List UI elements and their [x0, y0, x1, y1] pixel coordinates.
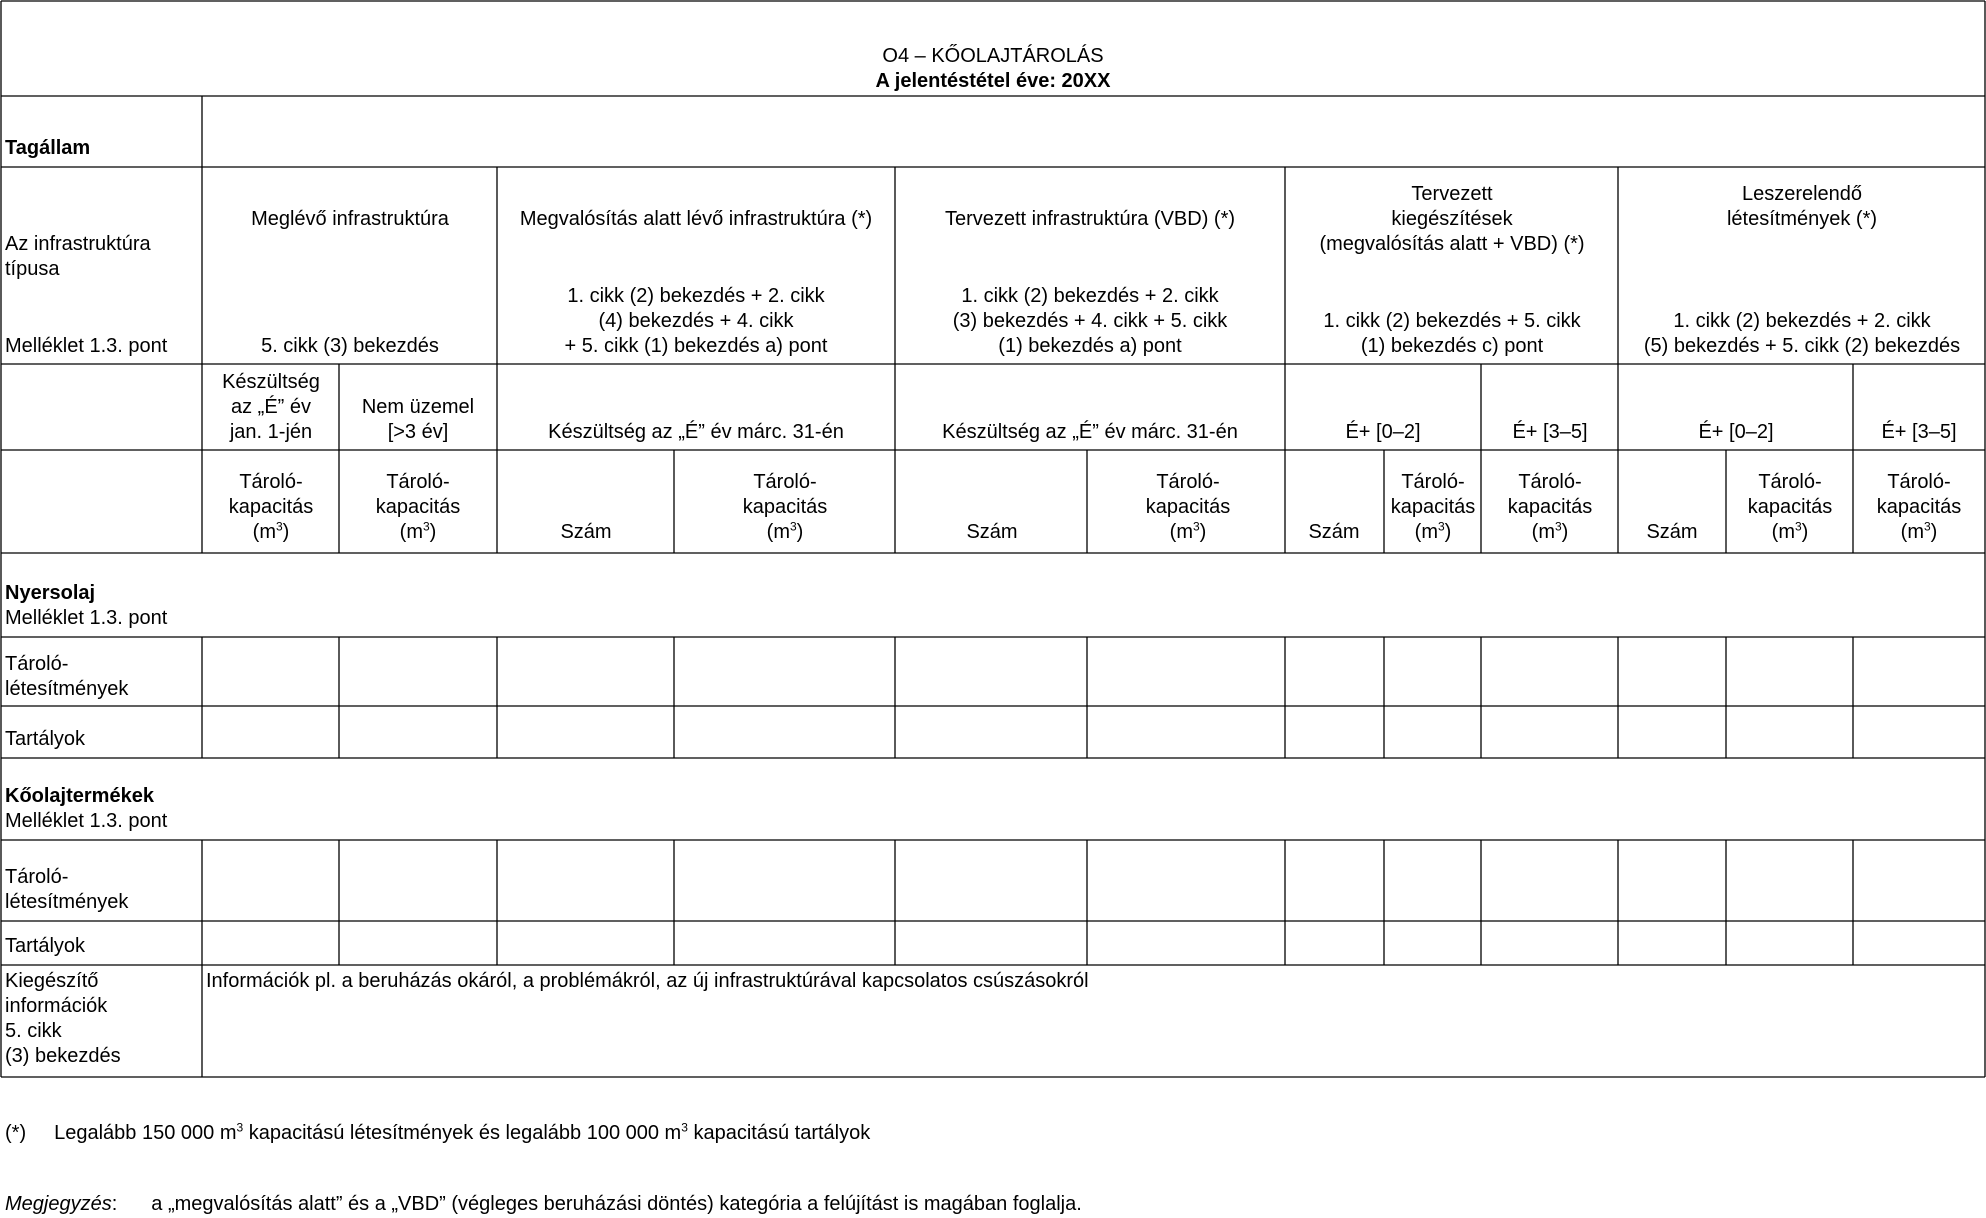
capacity-unit-sup: 3	[1192, 519, 1200, 534]
capacity-unit-sup: 3	[1794, 519, 1802, 534]
crude-tanks-label: Tartályok	[5, 728, 86, 750]
under-construction-heading: Megvalósítás alatt lévő infrastruktúra (*)	[519, 208, 873, 230]
footnote-sup-1: 3	[236, 1120, 244, 1135]
col-construction-capacity	[743, 470, 828, 545]
under-construction-ref: 1. cikk (2) bekezdés + 2. cikk (4) bekezdés + 4. cikk + 5. cikk (1) bekezdés a) pont	[564, 285, 828, 357]
col-additions-0-2-number: Szám	[1308, 521, 1360, 543]
products-storage-facilities-label: Tároló- létesítmények	[5, 866, 129, 913]
existing-infra-heading: Meglévő infrastruktúra	[251, 208, 449, 230]
capacity-header-end: )	[1199, 521, 1207, 543]
col-decommission-0-2-capacity	[1748, 470, 1833, 545]
col-existing-idle-capacity	[376, 470, 461, 545]
decommission-ref: 1. cikk (2) bekezdés + 2. cikk (5) bekezdés + 5. cikk (2) bekezdés	[1643, 310, 1961, 357]
decommission-heading: Leszerelendő létesítmények (*)	[1726, 183, 1878, 230]
col-existing-ready-capacity	[229, 470, 314, 545]
capacity-header-text: Tároló- kapacitás (m	[375, 471, 461, 543]
existing-infra-ref: 5. cikk (3) bekezdés	[261, 335, 439, 357]
capacity-unit-sup: 3	[789, 519, 797, 534]
readiness-jan-subhead: Készültség az „É” év jan. 1-jén	[222, 371, 320, 443]
note	[5, 1192, 1082, 1217]
capacity-header-text: Tároló- kapacitás (m	[742, 471, 828, 543]
capacity-unit-sup: 3	[1437, 519, 1445, 534]
capacity-header-end: )	[429, 521, 437, 543]
col-additions-0-2-capacity	[1391, 470, 1476, 545]
products-tanks-label: Tartályok	[5, 935, 86, 957]
capacity-header-end: )	[1801, 521, 1809, 543]
capacity-unit-sup: 3	[1554, 519, 1562, 534]
footnote	[5, 1121, 870, 1146]
form-title: O4 – KŐOLAJTÁROLÁS	[882, 45, 1104, 67]
capacity-header-text: Tároló- kapacitás (m	[1747, 471, 1833, 543]
e-0-2-subhead-decommission: É+ [0–2]	[1698, 421, 1774, 443]
crude-oil-annex: Melléklet 1.3. pont	[5, 607, 168, 629]
capacity-unit-sup: 3	[1923, 519, 1931, 534]
e-0-2-subhead-additions: É+ [0–2]	[1345, 421, 1421, 443]
capacity-header-end: )	[796, 521, 804, 543]
infra-type-label: Az infrastruktúra típusa	[5, 233, 151, 280]
footnote-marker: (*)	[5, 1122, 27, 1144]
capacity-header-text: Tároló- kapacitás (m	[228, 471, 314, 543]
footnote-text-2: kapacitású létesítmények és legalább 100 000 m	[243, 1122, 682, 1144]
capacity-header-text: Tároló- kapacitás (m	[1390, 471, 1476, 543]
planned-infra-ref: 1. cikk (2) bekezdés + 2. cikk (3) bekezdés + 4. cikk + 5. cikk (1) bekezdés a) pont	[952, 285, 1228, 357]
footnote-text-3: kapacitású tartályok	[687, 1122, 871, 1144]
col-decommission-0-2-number: Szám	[1646, 521, 1698, 543]
col-construction-number: Szám	[560, 521, 612, 543]
note-label: Megjegyzés	[5, 1193, 112, 1215]
readiness-mar-subhead-planned: Készültség az „É” év márc. 31-én	[942, 421, 1238, 443]
oil-products-annex: Melléklet 1.3. pont	[5, 810, 168, 832]
oil-products-title: Kőolajtermékek	[5, 785, 154, 807]
capacity-header-end: )	[1561, 521, 1569, 543]
crude-oil-title: Nyersolaj	[5, 582, 96, 604]
capacity-header-text: Tároló- kapacitás (m	[1876, 471, 1962, 543]
readiness-mar-subhead: Készültség az „É” év márc. 31-én	[548, 421, 844, 443]
planned-additions-ref: 1. cikk (2) bekezdés + 5. cikk (1) bekezdés c) pont	[1323, 310, 1581, 357]
planned-infra-heading: Tervezett infrastruktúra (VBD) (*)	[944, 208, 1236, 230]
note-text: a „megvalósítás alatt” és a „VBD” (végleges beruházási döntés) kategória a felújítást is magában foglalja.	[151, 1193, 1082, 1215]
capacity-header-end: )	[1444, 521, 1452, 543]
member-state-label: Tagállam	[5, 137, 91, 159]
col-decommission-3-5-capacity	[1877, 470, 1962, 545]
footnote-sup-2: 3	[681, 1120, 688, 1135]
e-3-5-subhead-decommission: É+ [3–5]	[1881, 421, 1957, 443]
infra-annex-label: Melléklet 1.3. pont	[5, 335, 168, 357]
reporting-year: A jelentéstétel éve: 20XX	[875, 70, 1111, 92]
capacity-header-end: )	[282, 521, 290, 543]
col-planned-capacity	[1146, 470, 1231, 545]
capacity-header-text: Tároló- kapacitás (m	[1507, 471, 1593, 543]
capacity-unit-sup: 3	[275, 519, 283, 534]
note-colon: :	[111, 1193, 118, 1215]
supplementary-text: Információk pl. a beruházás okáról, a problémákról, az új infrastruktúrával kapcsolatos csúszásokról	[206, 970, 1089, 992]
capacity-header-end: )	[1930, 521, 1938, 543]
footnote-text-1: Legalább 150 000 m	[54, 1122, 237, 1144]
e-3-5-subhead-additions: É+ [3–5]	[1512, 421, 1588, 443]
capacity-unit-sup: 3	[422, 519, 430, 534]
crude-storage-facilities-label: Tároló- létesítmények	[5, 653, 129, 700]
not-operating-subhead: Nem üzemel [>3 év]	[361, 396, 475, 443]
planned-additions-heading: Tervezett kiegészítések (megvalósítás alatt + VBD) (*)	[1319, 183, 1585, 255]
col-additions-3-5-capacity	[1508, 470, 1593, 545]
col-planned-number: Szám	[966, 521, 1018, 543]
supplementary-label: Kiegészítő információk 5. cikk (3) bekezdés	[5, 970, 121, 1067]
capacity-header-text: Tároló- kapacitás (m	[1145, 471, 1231, 543]
